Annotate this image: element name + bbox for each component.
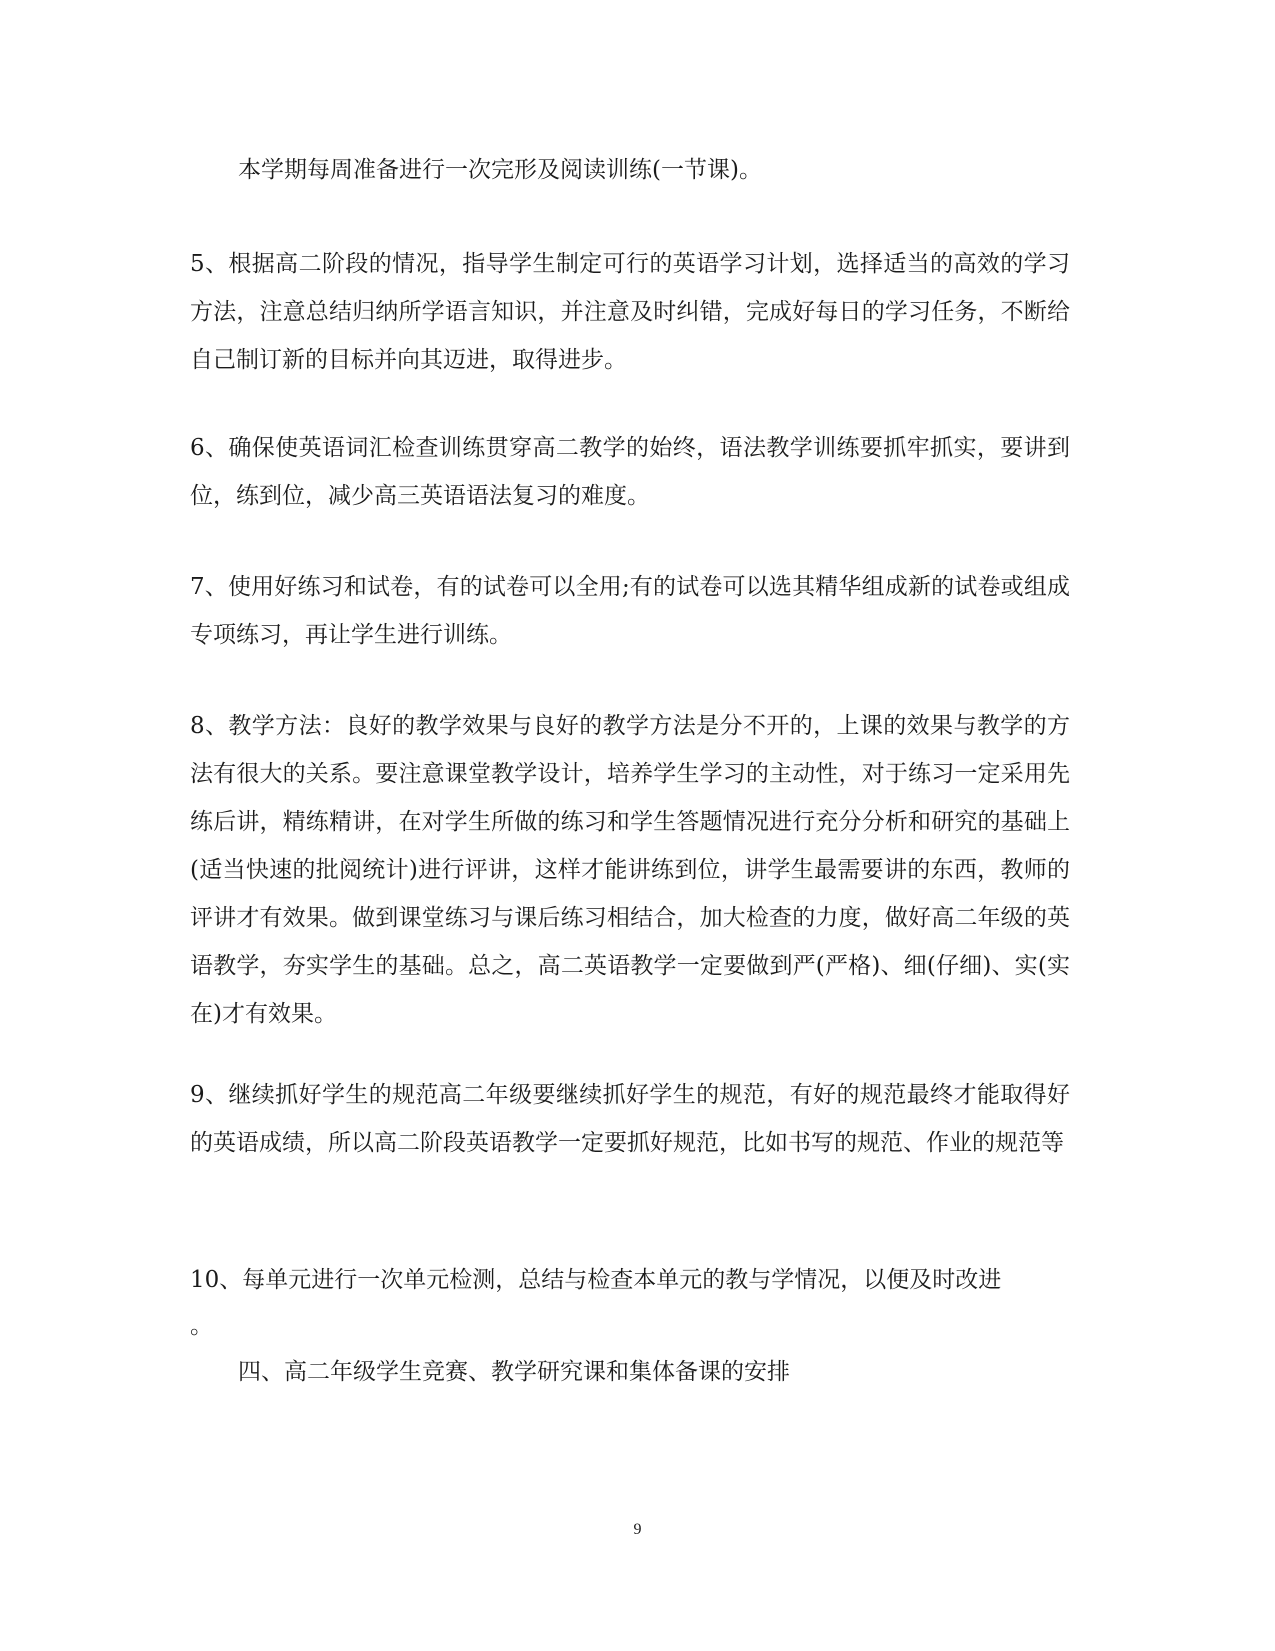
paragraph-item-9: 9、继续抓好学生的规范高二年级要继续抓好学生的规范，有好的规范最终才能取得好的英语成绩，所以高二阶段英语教学一定要抓好规范，比如书写的规范、作业的规范等 [190,1082,1070,1156]
paragraph-item-8: 8、教学方法：良好的教学效果与良好的教学方法是分不开的，上课的效果与教学的方法有很大的关系。要注意课堂教学设计，培养学生学习的主动性，对于练习一定采用先练后讲，精练精讲，在对学生所做的练习和学生答题情况进行充分分析和研究的基础上(适当快速的批阅统计)进行评讲，这样才能讲练到位，讲学生最需要讲的东西，教师的评讲才有效果。做到课堂练习与课后练习相结合，加大检查的力度，做好高二年级的英语教学，夯实学生的基础。总之，高二英语教学一定要做到严(严格)、细(仔细)、实(实在)才有效果。 [190,713,1070,1027]
paragraph-item-10-line-1: 10、每单元进行一次单元检测，总结与检查本单元的教与学情况，以便及时改进 [190,1267,1002,1293]
paragraph-item-7: 7、使用好练习和试卷，有的试卷可以全用;有的试卷可以选其精华组成新的试卷或组成专项练习，再让学生进行训练。 [190,574,1070,648]
paragraph-training-schedule: 本学期每周准备进行一次完形及阅读训练(一节课)。 [238,157,762,183]
paragraph-item-5: 5、根据高二阶段的情况，指导学生制定可行的英语学习计划，选择适当的高效的学习方法，注意总结归纳所学语言知识，并注意及时纠错，完成好每日的学习任务，不断给自己制订新的目标并向其迈进，取得进步。 [190,251,1070,373]
paragraph-item-10-line-2: 。 [190,1313,213,1339]
paragraph-item-6: 6、确保使英语词汇检查训练贯穿高二教学的始终，语法教学训练要抓牢抓实，要讲到位，练到位，减少高三英语语法复习的难度。 [190,435,1070,509]
page-number: 9 [633,1521,642,1538]
section-heading-4: 四、高二年级学生竞赛、教学研究课和集体备课的安排 [238,1359,790,1385]
